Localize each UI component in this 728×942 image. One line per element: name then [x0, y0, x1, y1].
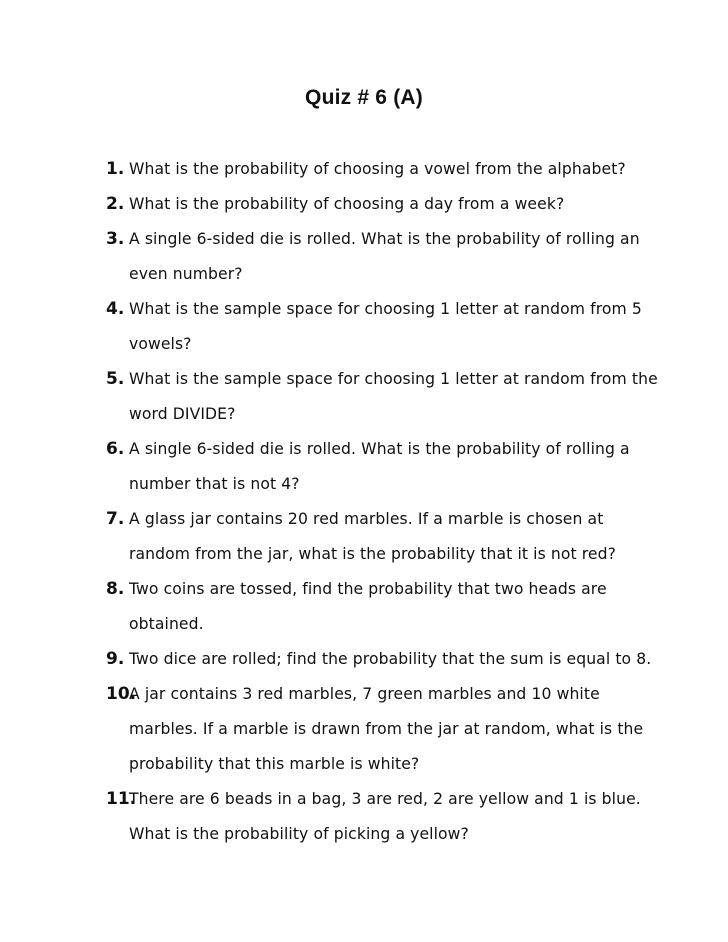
question-text: Two dice are rolled; find the probability that the sum is equal to 8.	[129, 650, 652, 668]
question-text: What is the probability of choosing a day from a week?	[129, 195, 565, 213]
question-number: 7.	[106, 509, 125, 529]
question-number: 5.	[106, 369, 125, 389]
question-number: 1.	[106, 159, 125, 179]
question-number: 10.	[106, 684, 137, 704]
question-3	[106, 222, 716, 292]
question-text: A single 6-sided die is rolled. What is the probability of rolling an even number?	[129, 230, 640, 283]
question-number: 2.	[106, 194, 125, 214]
question-text: A single 6-sided die is rolled. What is the probability of rolling a number that is not 4?	[129, 440, 630, 493]
question-number: 9.	[106, 649, 125, 669]
question-10	[106, 677, 716, 782]
question-text: What is the sample space for choosing 1 letter at random from 5 vowels?	[129, 300, 642, 353]
question-number: 4.	[106, 299, 125, 319]
question-text: A jar contains 3 red marbles, 7 green marbles and 10 white marbles. If a marble is drawn from the jar at random, what is the probability that this marble is white?	[129, 685, 644, 773]
question-1	[106, 152, 716, 187]
question-number: 3.	[106, 229, 125, 249]
question-5	[106, 362, 716, 432]
question-9	[106, 642, 716, 677]
question-8	[106, 572, 716, 642]
question-text: What is the probability of choosing a vowel from the alphabet?	[129, 160, 626, 178]
question-number: 8.	[106, 579, 125, 599]
question-number: 11.	[106, 789, 137, 809]
question-6	[106, 432, 716, 502]
question-11	[106, 782, 716, 852]
question-4	[106, 292, 716, 362]
page-title: Quiz # 6 (A)	[305, 86, 423, 109]
question-7	[106, 502, 716, 572]
question-text: What is the sample space for choosing 1 letter at random from the word DIVIDE?	[129, 370, 658, 423]
question-number: 6.	[106, 439, 125, 459]
question-text: Two coins are tossed, find the probability that two heads are obtained.	[129, 580, 607, 633]
question-text: There are 6 beads in a bag, 3 are red, 2 are yellow and 1 is blue. What is the probability of picking a yellow?	[129, 790, 641, 843]
question-2	[106, 187, 716, 222]
question-text: A glass jar contains 20 red marbles. If a marble is chosen at random from the jar, what is the probability that it is not red?	[129, 510, 616, 563]
